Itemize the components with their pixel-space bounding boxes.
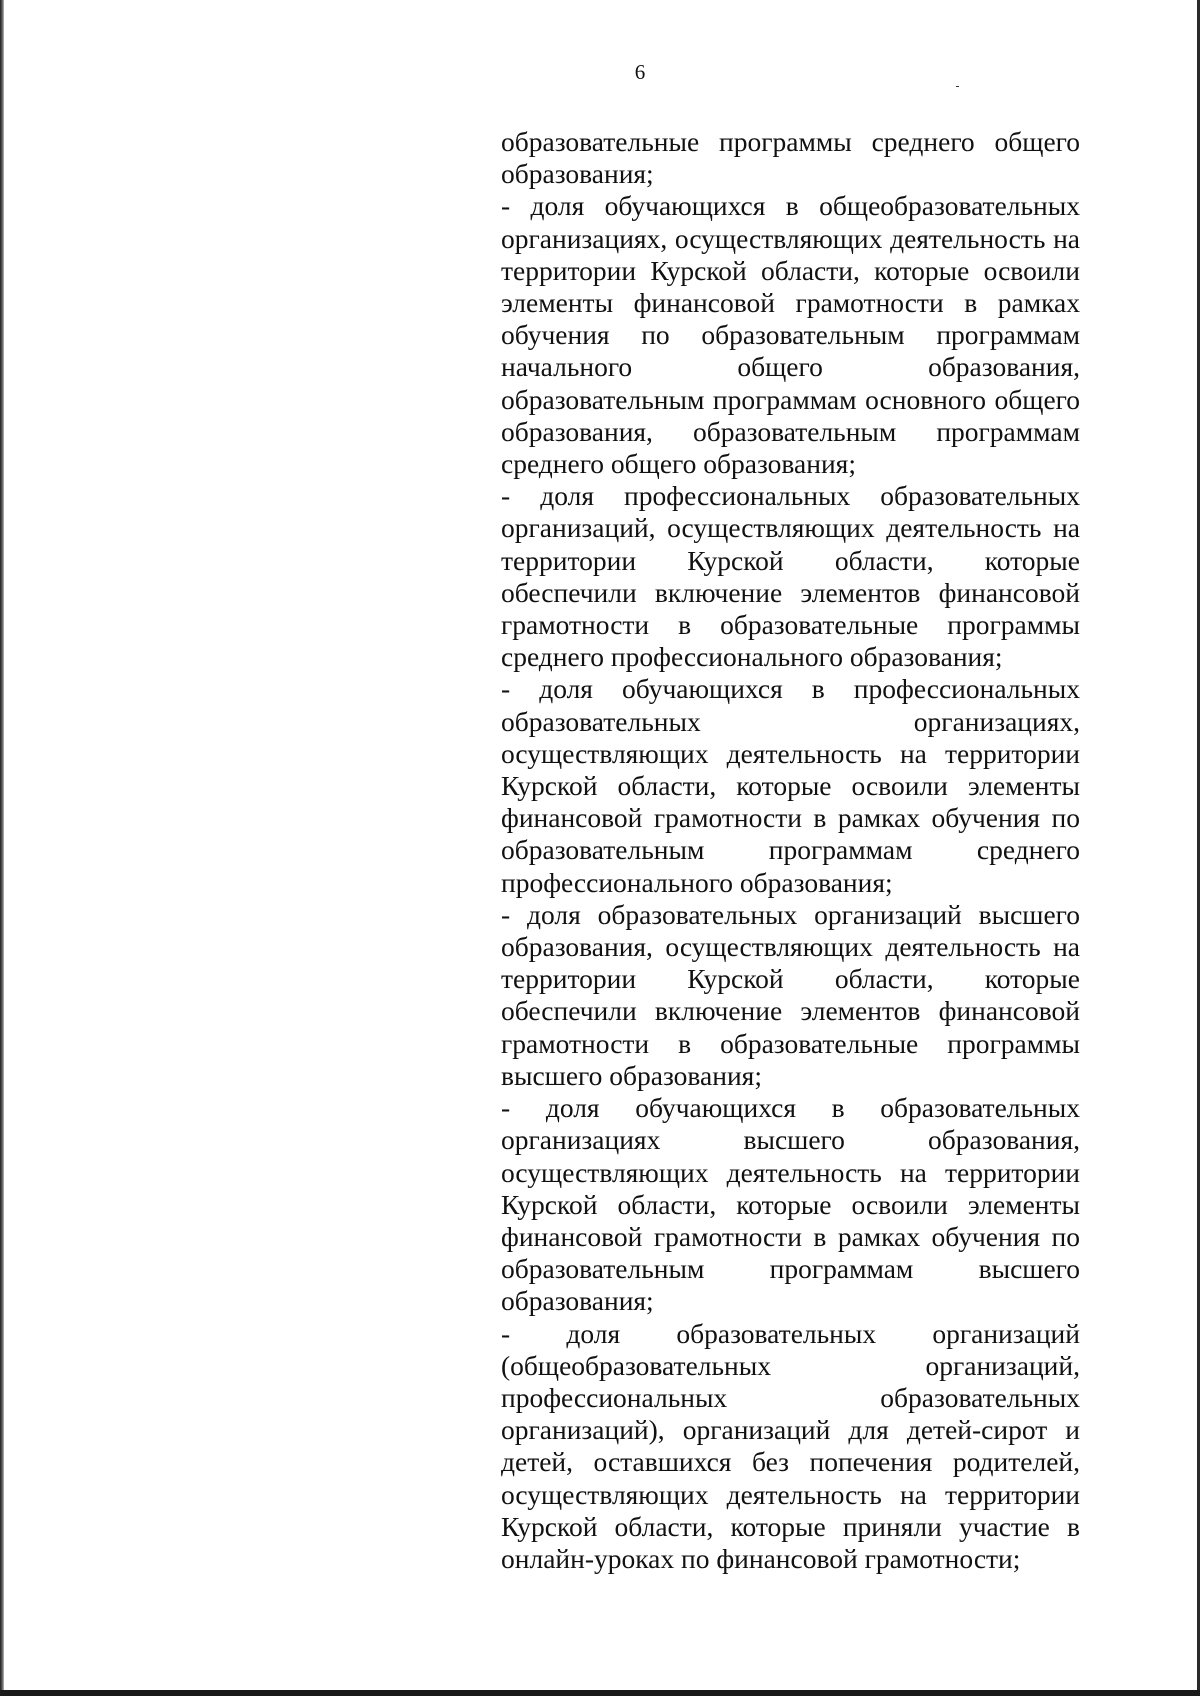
paragraph-continuation: образовательные программы среднего общего образования; bbox=[501, 126, 1080, 190]
scan-speck bbox=[956, 86, 959, 87]
page-number: 6 bbox=[634, 60, 646, 84]
list-item-higher-education-students: - доля обучающихся в образовательных организациях высшего образования, осуществляющих деятельность на территории Курской области, которые освоили элементы финансовой грамотности в рамках обучения по образовательным программам высшего образования; bbox=[501, 1092, 1080, 1317]
scan-edge-bottom bbox=[0, 1690, 1200, 1696]
scan-edge-left bbox=[0, 0, 4, 1696]
list-item-vocational-students: - доля обучающихся в профессиональных образовательных организациях, осуществляющих деятельность на территории Курской области, которые освоили элементы финансовой грамотности в рамках обучения по образовательным программам среднего профессионального образования; bbox=[501, 673, 1080, 898]
list-item-higher-education-organizations: - доля образовательных организаций высшего образования, осуществляющих деятельность на территории Курской области, которые обеспечили включение элементов финансовой грамотности в образовательные программы высшего образования; bbox=[501, 898, 1080, 1091]
list-item-vocational-organizations: - доля профессиональных образовательных организаций, осуществляющих деятельность на территории Курской области, которые обеспечили включение элементов финансовой грамотности в образовательные программы среднего профессионального образования; bbox=[501, 480, 1080, 673]
list-item-online-lessons: - доля образовательных организаций (общеобразовательных организаций, профессиональных образовательных организаций), организаций для детей-сирот и детей, оставшихся без попечения родителей, осуществляющих деятельность на территории Курской области, которые приняли участие в онлайн-уроках по финансовой грамотности; bbox=[501, 1317, 1080, 1574]
document-text-column bbox=[501, 126, 1080, 1575]
list-item-general-education-students: - доля обучающихся в общеобразовательных организациях, осуществляющих деятельность на территории Курской области, которые освоили элементы финансовой грамотности в рамках обучения по образовательным программам начального общего образования, образовательным программам основного общего образования, образовательным программам среднего общего образования; bbox=[501, 190, 1080, 480]
